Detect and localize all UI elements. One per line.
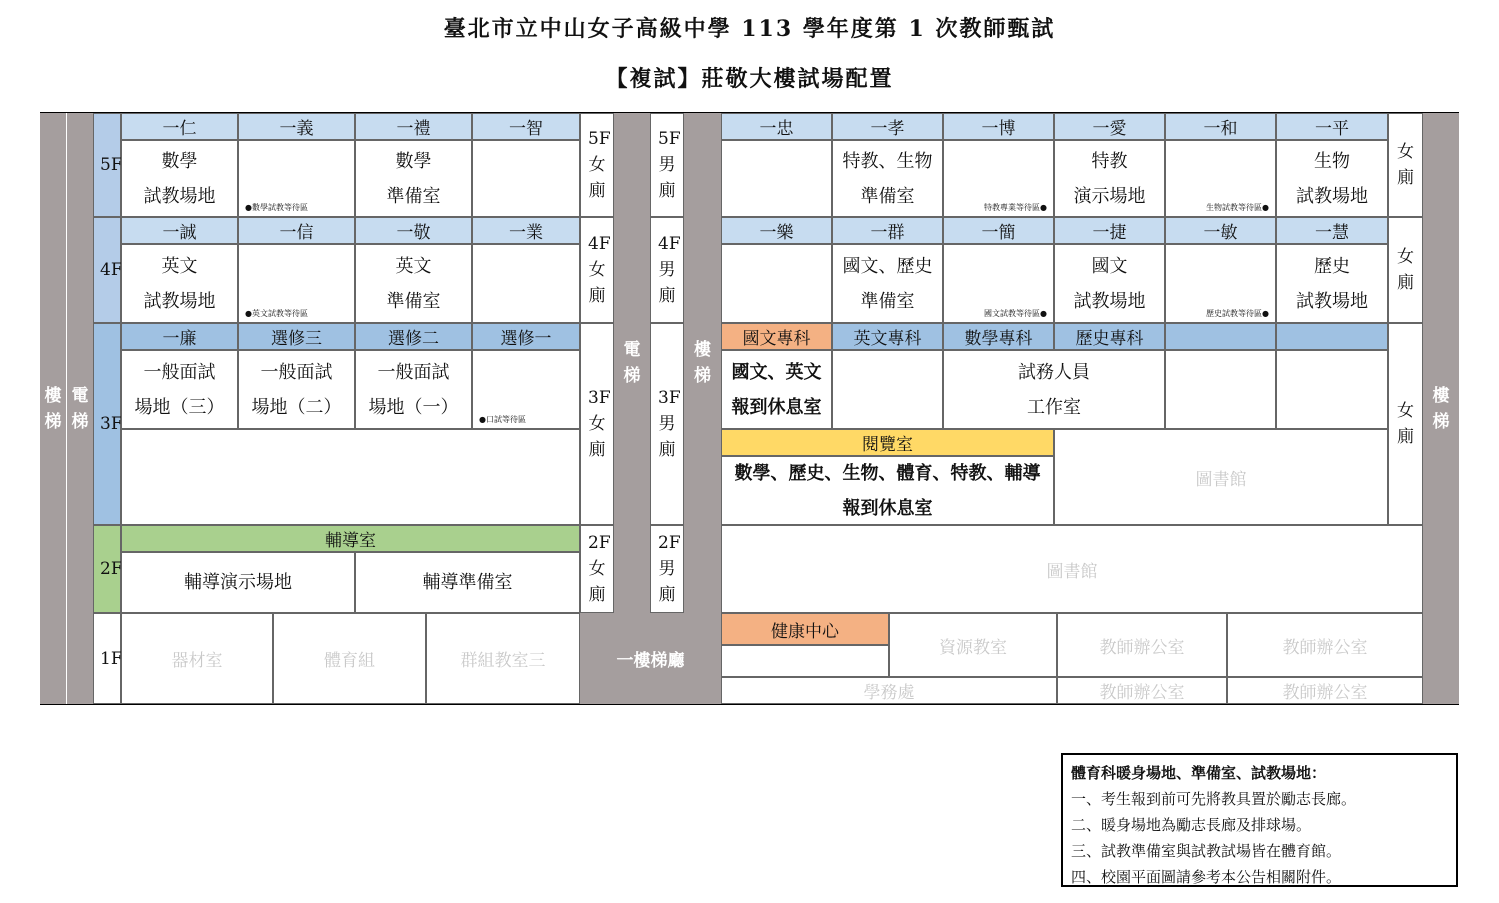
room-header: 一禮 xyxy=(355,113,472,140)
room-cell: 英文 準備室 xyxy=(355,244,472,323)
room-cell: 英文 試教場地 xyxy=(121,244,238,323)
room-cell xyxy=(472,244,580,323)
room-cell xyxy=(238,244,355,323)
restroom-female-2f: 2F女廁 xyxy=(580,525,614,613)
room-header xyxy=(1276,323,1388,350)
room-header: 一誠 xyxy=(121,217,238,244)
corridor xyxy=(121,429,580,525)
pe-note-line: 四、校園平面圖請參考本公告相關附件。 xyxy=(1071,868,1342,886)
room-header: 一智 xyxy=(472,113,580,140)
room-header: 國文專科 xyxy=(721,323,832,350)
room-cell xyxy=(1165,350,1276,429)
room-cell xyxy=(238,140,355,217)
counseling-prep: 輔導準備室 xyxy=(355,552,580,613)
restroom-female-3f: 3F女廁 xyxy=(580,323,614,525)
teacher-office: 教師辦公室 xyxy=(1057,677,1227,704)
room-cell: 特教 演示場地 xyxy=(1054,140,1165,217)
center-elevator: 電梯 xyxy=(614,113,650,613)
room-header: 數學專科 xyxy=(943,323,1054,350)
health-center-header: 健康中心 xyxy=(721,613,889,645)
restroom-female-5f: 5F女廁 xyxy=(580,113,614,217)
floor-label-2f: 2F xyxy=(93,525,121,613)
pe-notes-heading: 體育科暖身場地、準備室、試教場地： xyxy=(1071,764,1327,782)
restroom-female-east-5f: 女廁 xyxy=(1388,113,1423,217)
teacher-office: 教師辦公室 xyxy=(1227,613,1423,677)
room-header: 一愛 xyxy=(1054,113,1165,140)
lounge-others: 數學、歷史、生物、體育、特教、輔導 報到休息室 xyxy=(721,456,1054,525)
counseling-header: 輔導室 xyxy=(121,525,580,552)
pe-notes xyxy=(1061,753,1458,887)
lounge-chinese-english: 國文、英文 報到休息室 xyxy=(721,350,832,429)
room-header: 一孝 xyxy=(832,113,943,140)
teacher-office: 教師辦公室 xyxy=(1227,677,1423,704)
teacher-office: 教師辦公室 xyxy=(1057,613,1227,677)
restroom-female-4f: 4F女廁 xyxy=(580,217,614,323)
restroom-male-4f: 4F男廁 xyxy=(650,217,684,323)
room-cell: 特教、生物 準備室 xyxy=(832,140,943,217)
room-cell: 數學 準備室 xyxy=(355,140,472,217)
room-cell xyxy=(721,140,832,217)
room-header: 一慧 xyxy=(1276,217,1388,244)
floor-label-5f: 5F xyxy=(93,113,121,217)
room-cell xyxy=(1165,244,1276,323)
pe-note-line: 一、考生報到前可先將教具置於勵志長廊。 xyxy=(1071,790,1357,808)
room-cell: 國文 試教場地 xyxy=(1054,244,1165,323)
room-cell xyxy=(721,244,832,323)
east-stairs: 樓梯 xyxy=(1423,113,1459,704)
restroom-male-2f: 2F男廁 xyxy=(650,525,684,613)
room-header: 一博 xyxy=(943,113,1054,140)
room-cell xyxy=(943,244,1054,323)
floor-label-4f: 4F xyxy=(93,217,121,323)
waiting-area-note: ●口試等待區 xyxy=(479,415,526,424)
library-3f: 圖書館 xyxy=(1054,429,1388,525)
room-header: 一忠 xyxy=(721,113,832,140)
restroom-male-5f: 5F男廁 xyxy=(650,113,684,217)
reading-room-header: 閱覽室 xyxy=(721,429,1054,456)
room-header: 英文專科 xyxy=(832,323,943,350)
room-header: 一廉 xyxy=(121,323,238,350)
room-header: 一業 xyxy=(472,217,580,244)
equipment-room: 器材室 xyxy=(121,613,273,704)
page-title: 臺北市立中山女子高級中學 113 學年度第 1 次教師甄試 xyxy=(443,16,1056,42)
counseling-demo: 輔導演示場地 xyxy=(121,552,355,613)
restroom-male-3f: 3F男廁 xyxy=(650,323,684,525)
room-cell: 生物 試教場地 xyxy=(1276,140,1388,217)
room-cell: 一般面試 場地（三） xyxy=(121,350,238,429)
waiting-area-note: 生物試教等待區● xyxy=(1206,203,1269,212)
ground-floor-lobby: 一樓梯廳 xyxy=(580,613,721,704)
library-2f: 圖書館 xyxy=(721,525,1423,613)
room-header: 一平 xyxy=(1276,113,1388,140)
health-center xyxy=(721,645,889,677)
waiting-area-note: 國文試教等待區● xyxy=(984,309,1047,318)
resource-room: 資源教室 xyxy=(889,613,1057,677)
room-header: 一敬 xyxy=(355,217,472,244)
room-header xyxy=(1165,323,1276,350)
west-elevator: 電梯 xyxy=(67,113,93,704)
room-cell: 歷史 試教場地 xyxy=(1276,244,1388,323)
restroom-female-east-4f: 女廁 xyxy=(1388,217,1423,323)
sports-office: 體育組 xyxy=(273,613,426,704)
staff-workroom: 試務人員 工作室 xyxy=(943,350,1165,429)
room-header: 一和 xyxy=(1165,113,1276,140)
pe-note-line: 三、試教準備室與試教試場皆在體育館。 xyxy=(1071,842,1342,860)
room-cell xyxy=(472,350,580,429)
room-header: 一敏 xyxy=(1165,217,1276,244)
room-cell xyxy=(832,350,943,429)
room-cell xyxy=(943,140,1054,217)
restroom-female-east-3f: 女廁 xyxy=(1388,323,1423,525)
room-header: 選修一 xyxy=(472,323,580,350)
room-cell xyxy=(1276,350,1388,429)
center-stairs: 樓梯 xyxy=(684,113,721,613)
waiting-area-note: 特教專業等待區● xyxy=(984,203,1047,212)
room-header: 一樂 xyxy=(721,217,832,244)
floor-label-3f: 3F xyxy=(93,323,121,525)
waiting-area-note: 歷史試教等待區● xyxy=(1206,309,1269,318)
waiting-area-note: ●數學試教等待區 xyxy=(245,203,308,212)
room-header: 選修三 xyxy=(238,323,355,350)
room-cell xyxy=(472,140,580,217)
room-cell: 一般面試 場地（一） xyxy=(355,350,472,429)
room-header: 一仁 xyxy=(121,113,238,140)
room-header: 一義 xyxy=(238,113,355,140)
room-cell xyxy=(1165,140,1276,217)
room-header: 一捷 xyxy=(1054,217,1165,244)
room-cell: 數學 試教場地 xyxy=(121,140,238,217)
room-cell: 國文、歷史 準備室 xyxy=(832,244,943,323)
floor-label-1f: 1F xyxy=(93,613,121,704)
room-header: 一簡 xyxy=(943,217,1054,244)
room-header: 選修二 xyxy=(355,323,472,350)
room-header: 歷史專科 xyxy=(1054,323,1165,350)
pe-note-line: 二、暖身場地為勵志長廊及排球場。 xyxy=(1071,816,1312,834)
room-header: 一群 xyxy=(832,217,943,244)
waiting-area-note: ●英文試教等待區 xyxy=(245,309,308,318)
room-cell: 一般面試 場地（二） xyxy=(238,350,355,429)
room-header: 一信 xyxy=(238,217,355,244)
group-classroom: 群組教室三 xyxy=(426,613,580,704)
page-subtitle: 【複試】莊敬大樓試場配置 xyxy=(605,66,894,92)
west-stairs: 樓梯 xyxy=(40,113,67,704)
student-affairs: 學務處 xyxy=(721,677,1057,704)
